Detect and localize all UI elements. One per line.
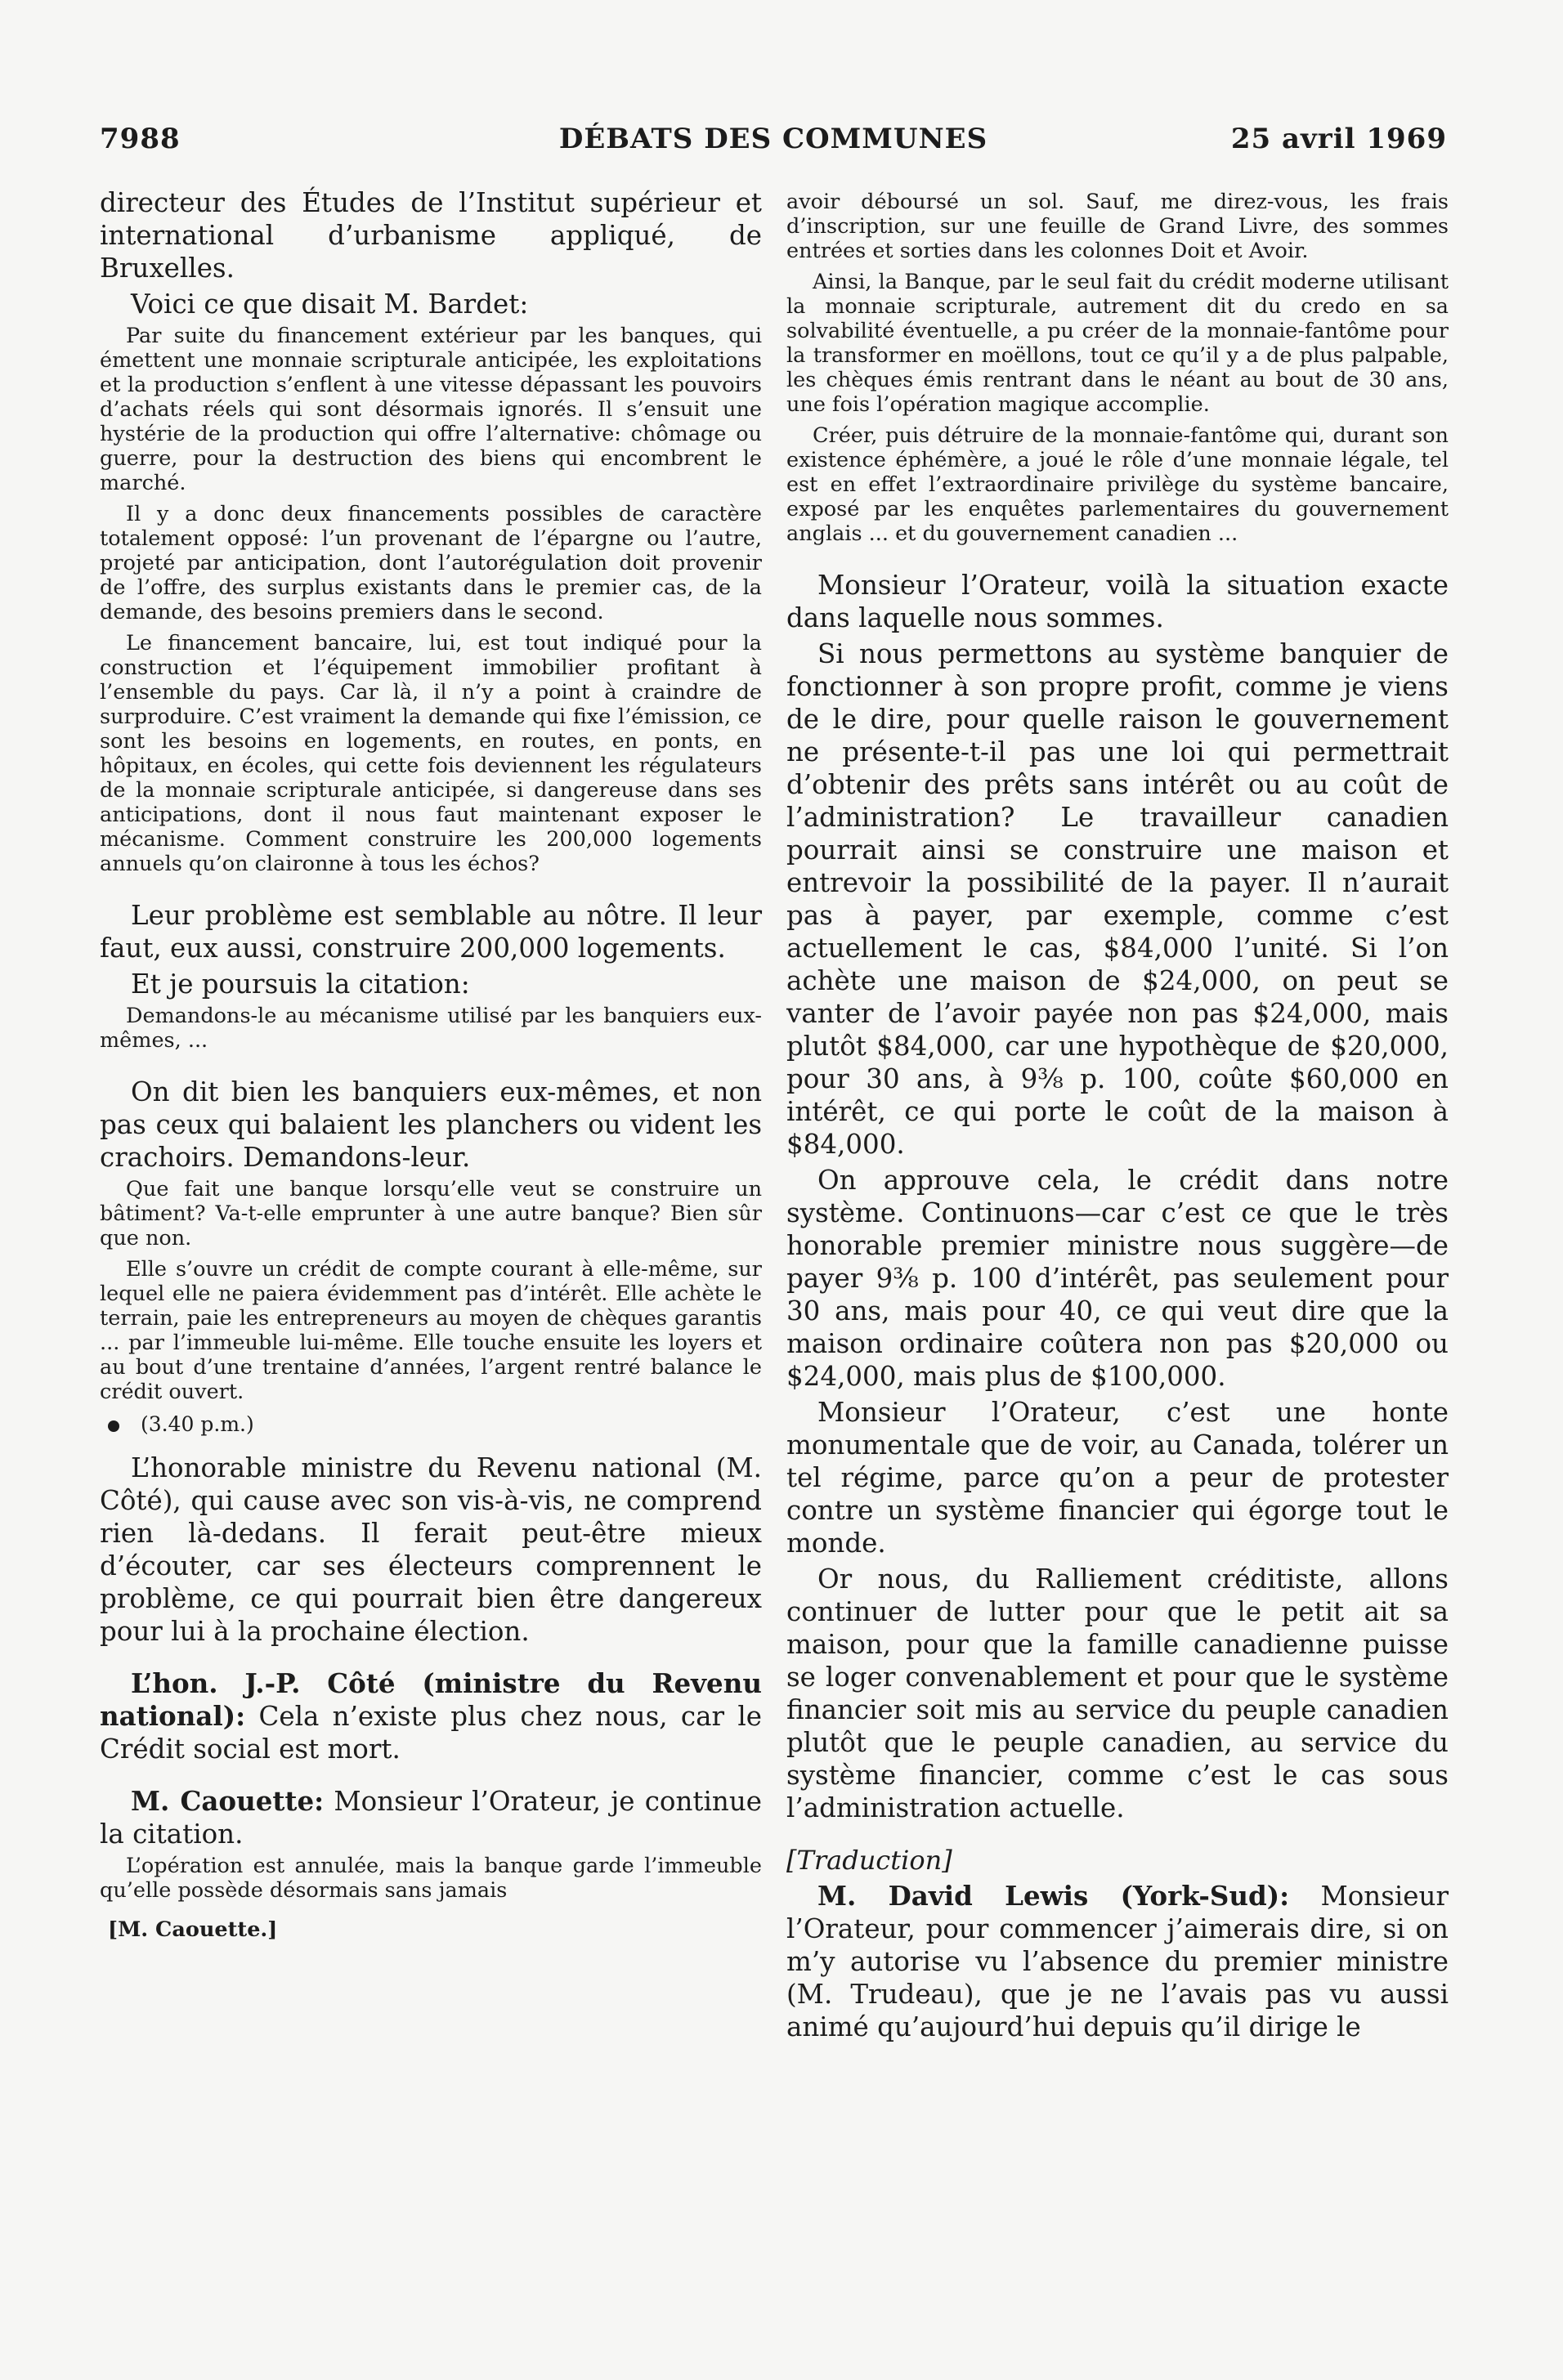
bullet-icon — [108, 1420, 119, 1432]
translation-note: [Traduction] — [786, 1845, 952, 1876]
paragraph: directeur des Études de l’Institut supérieur et international d’urbanisme appliqué, de Bruxelles. — [100, 187, 762, 284]
paragraph: On approuve cela, le crédit dans notre système. Continuons—car c’est ce que le très honorable premier ministre nous suggère—de payer 9⅜ p. 100 d’intérêt, pas seulement pour 30 ans, mais pour 40, ce qui veut dire que la maison ordinaire coûtera non pas $20,000 ou $24,000, mais plus de $100,000. — [786, 1165, 1449, 1392]
speaker-paragraph — [100, 1785, 762, 1850]
paragraph: Leur problème est semblable au nôtre. Il leur faut, eux aussi, construire 200,000 logements. — [100, 900, 762, 964]
speaker-text: Monsieur l’Orateur, je continue la citation. — [100, 1786, 762, 1850]
page-header — [100, 123, 1447, 163]
speaker-paragraph — [100, 1667, 762, 1765]
continuation-mark: [M. Caouette.] — [108, 1917, 278, 1942]
paragraph: Et je poursuis la citation: — [131, 969, 470, 1000]
quotation: Ainsi, la Banque, par le seul fait du crédit moderne utilisant la monnaie scripturale, autrement dit du credo en sa solvabilité éventuelle, a pu créer de la monnaie-fantôme pour la transformer en moëllons, tout ce qu’il y a de plus palpable, les chèques émis rentrant dans le néant au bout de 30 ans, une fois l’opération magique accomplie. — [786, 270, 1449, 417]
paragraph: Si nous permettons au système banquier de fonctionner à son propre profit, comme je viens de le dire, pour quelle raison le gouvernement ne présente-t-il pas une loi qui permettrait d’obtenir des prêts sans intérêt ou au coût de l’administration? Le travailleur canadien pourrait ainsi se construire une maison et entrevoir la possibilité de la payer. Il n’aurait pas à payer, par exemple, comme c’est actuellement le cas, $84,000 l’unité. Si l’on achète une maison de $24,000, on peut se vanter de l’avoir payée non pas $24,000, mais plutôt $84,000, car une hypothèque de $20,000, pour 30 ans, à 9⅜ p. 100, coûte $60,000 en intérêt, ce qui porte le coût de la maison à $84,000. — [786, 638, 1449, 1160]
publication-date: 25 avril 1969 — [1230, 123, 1447, 155]
paragraph: Monsieur l’Orateur, c’est une honte monumentale que de voir, au Canada, tolérer un tel régime, parce qu’on a peur de protester contre un système financier qui égorge tout le monde. — [786, 1397, 1449, 1559]
paragraph: Or nous, du Ralliement créditiste, allons continuer de lutter pour que le petit ait sa maison, pour que la famille canadienne puisse se loger convenablement et pour que le système financier soit mis au service du peuple canadien plutôt que le peuple canadien, au service du système financier, comme c’est le cas sous l’administration actuelle. — [786, 1564, 1449, 1823]
quotation: avoir déboursé un sol. Sauf, me direz-vous, les frais d’inscription, sur une feuille de Grand Livre, des sommes entrées et sorties dans les colonnes Doit et Avoir. — [786, 190, 1449, 263]
quotation: Par suite du financement extérieur par les banques, qui émettent une monnaie scripturale anticipée, les exploitations et la production s’enflent à une vitesse dépassant les pouvoirs d’achats réels qui sont désormais ignorés. Il s’ensuit une hystérie de la production qui offre l’alternative: chômage ou guerre, pour la destruction des biens qui encombrent le marché. — [100, 324, 762, 495]
speaker-name: M. Caouette: — [131, 1785, 325, 1817]
paragraph: L’honorable ministre du Revenu national (M. Côté), qui cause avec son vis-à-vis, ne comprend rien là-dedans. Il ferait peut-être mieux d’écouter, car ses électeurs comprennent le problème, ce qui pourrait bien être dangereux pour lui à la prochaine élection. — [100, 1452, 762, 1647]
paragraph: Voici ce que disait M. Bardet: — [131, 289, 529, 320]
speaker-name: L’hon. J.-P. Côté (ministre du Revenu national): — [100, 1667, 762, 1732]
quotation: Elle s’ouvre un crédit de compte courant à elle-même, sur lequel elle ne paiera évidemment pas d’intérêt. Elle achète le terrain, paie les entrepreneurs au moyen de chèques garantis ... par l’immeuble lui-même. Elle touche ensuite les loyers et au bout d’une trentaine d’années, l’argent rentré balance le crédit ouvert. — [100, 1257, 762, 1404]
quotation: Créer, puis détruire de la monnaie-fantôme qui, durant son existence éphémère, a joué le rôle d’une monnaie légale, tel est en effet l’extraordinaire privilège du système bancaire, exposé par les enquêtes parlementaires du gouvernement anglais ... et du gouvernement canadien ... — [786, 423, 1449, 546]
quotation: Demandons-le au mécanisme utilisé par les banquiers eux-mêmes, ... — [100, 1004, 762, 1053]
left-column — [100, 186, 762, 1942]
speaker-text: Cela n’existe plus chez nous, car le Crédit social est mort. — [100, 1701, 762, 1765]
speaker-paragraph — [786, 1880, 1449, 2043]
quotation: L’opération est annulée, mais la banque garde l’immeuble qu’elle possède désormais sans jamais — [100, 1854, 762, 1903]
publication-title: DÉBATS DES COMMUNES — [558, 123, 988, 155]
quotation: Que fait une banque lorsqu’elle veut se construire un bâtiment? Va-t-elle emprunter à une autre banque? Bien sûr que non. — [100, 1177, 762, 1250]
time-stamp: (3.40 p.m.) — [141, 1412, 254, 1436]
time-marker — [108, 1412, 762, 1437]
quotation: Le financement bancaire, lui, est tout indiqué pour la construction et l’équipement immobilier profitant à l’ensemble du pays. Car là, il n’y a point à craindre de surproduire. C’est vraiment la demande qui fixe l’émission, ce sont les besoins en logements, en routes, en ponts, en hôpitaux, en écoles, qui cette fois deviennent les régulateurs de la monnaie scripturale anticipée, si dangereuse dans ses anticipations, dont il nous faut maintenant exposer le mécanisme. Comment construire les 200,000 logements annuels qu’on claironne à tous les échos? — [100, 631, 762, 876]
quotation: Il y a donc deux financements possibles de caractère totalement opposé: l’un provenant de l’épargne ou l’autre, projeté par anticipation, dont l’autorégulation doit provenir de l’offre, des surplus existants dans le premier cas, de la demande, des besoins premiers dans le second. — [100, 502, 762, 624]
page-number: 7988 — [100, 123, 181, 155]
paragraph: On dit bien les banquiers eux-mêmes, et non pas ceux qui balaient les planchers ou vident les crachoirs. Demandons-leur. — [100, 1076, 762, 1173]
speaker-text: Monsieur l’Orateur, pour commencer j’aimerais dire, si on m’y autorise vu l’absence du premier ministre (M. Trudeau), que je ne l’avais pas vu aussi animé qu’aujourd’hui depuis qu’il dirige le — [786, 1881, 1449, 2042]
paragraph: Monsieur l’Orateur, voilà la situation exacte dans laquelle nous sommes. — [786, 570, 1449, 633]
speaker-name: M. David Lewis (York-Sud): — [817, 1880, 1290, 1912]
right-column — [786, 186, 1449, 2047]
